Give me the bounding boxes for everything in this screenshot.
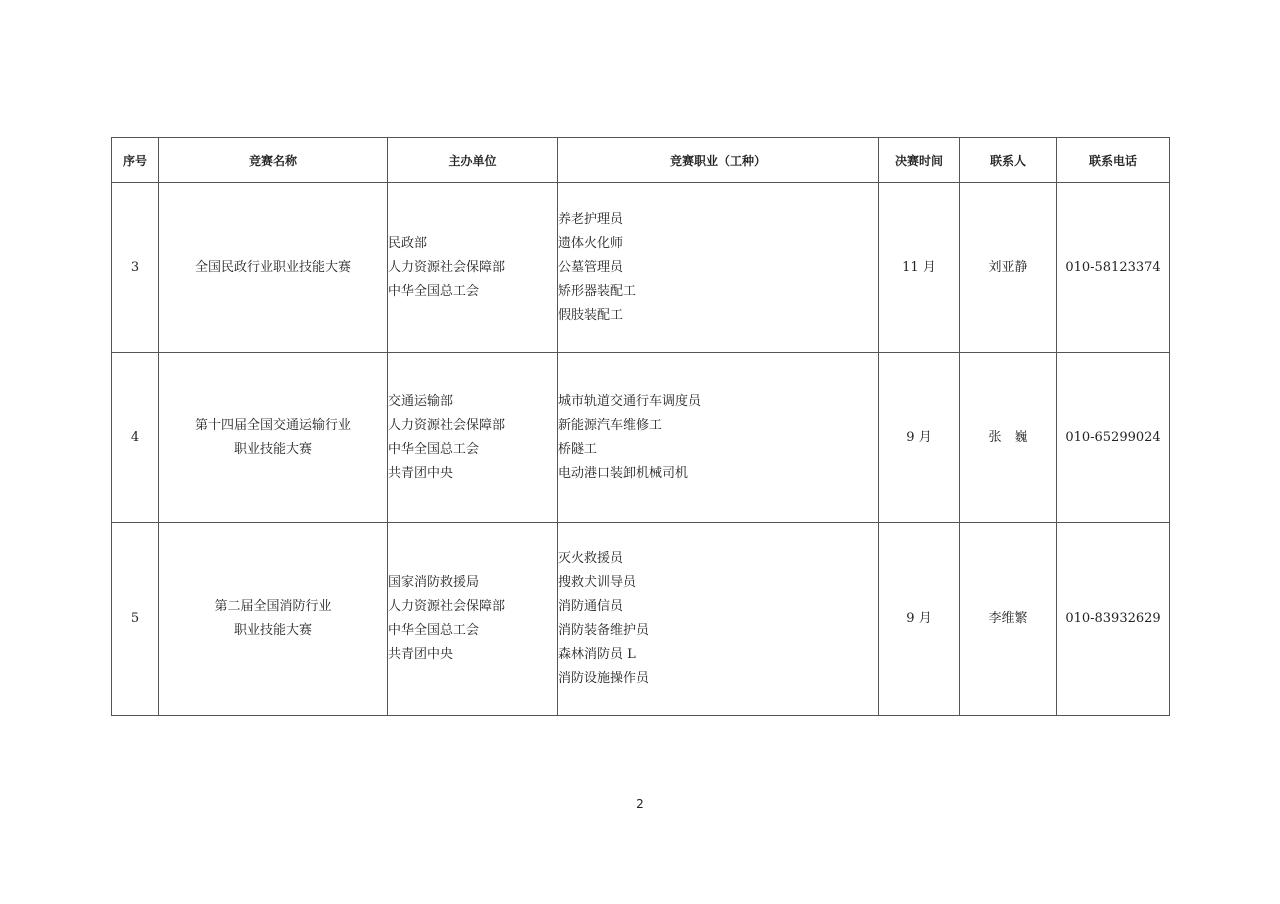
occupation-item: 矫形器装配工 (558, 283, 637, 299)
header-phone: 联系电话 (1057, 138, 1170, 183)
organizer-item: 中华全国总工会 (388, 441, 480, 457)
organizer-list (388, 523, 558, 716)
occupation-item: 消防通信员 (558, 599, 624, 614)
occupation-item: 灭火救援员 (558, 551, 624, 566)
competition-name-line: 第二届全国消防行业 (214, 599, 332, 614)
occupation-item: 新能源汽车维修工 (558, 417, 663, 433)
final-time: 11 月 (879, 183, 960, 353)
row-seq: 5 (112, 523, 159, 716)
contact-person: 刘亚静 (960, 183, 1057, 353)
occupation-list (558, 183, 879, 353)
occupation-item: 公墓管理员 (558, 259, 624, 275)
competition-name (159, 353, 388, 523)
occupation-item: 养老护理员 (558, 211, 624, 227)
header-occupation: 竞赛职业（工种） (558, 138, 879, 183)
competition-name-line: 职业技能大赛 (233, 441, 312, 457)
header-name: 竞赛名称 (159, 138, 388, 183)
occupation-item: 搜救犬训导员 (558, 575, 637, 590)
header-final-time: 决赛时间 (879, 138, 960, 183)
organizer-item: 中华全国总工会 (388, 283, 480, 299)
contact-person: 张 巍 (960, 353, 1057, 523)
organizer-item: 国家消防救援局 (388, 575, 480, 590)
contact-phone: 010-65299024 (1057, 353, 1170, 523)
competition-name (159, 183, 388, 353)
final-time: 9 月 (879, 353, 960, 523)
organizer-item: 人力资源社会保障部 (388, 259, 506, 275)
header-contact: 联系人 (960, 138, 1057, 183)
competition-table (111, 137, 1170, 716)
table-header-row (112, 138, 1170, 183)
organizer-item: 人力资源社会保障部 (388, 599, 506, 614)
table-row (112, 353, 1170, 523)
final-time: 9 月 (879, 523, 960, 716)
organizer-list (388, 183, 558, 353)
organizer-item: 交通运输部 (388, 393, 454, 409)
occupation-list (558, 353, 879, 523)
page-number: 2 (636, 797, 644, 811)
occupation-item: 电动港口装卸机械司机 (558, 465, 689, 481)
occupation-item: 森林消防员 L (558, 647, 636, 662)
row-seq: 4 (112, 353, 159, 523)
occupation-list (558, 523, 879, 716)
occupation-item: 遗体火化师 (558, 235, 624, 251)
competition-name-line: 第十四届全国交通运输行业 (194, 417, 351, 433)
contact-phone: 010-83932629 (1057, 523, 1170, 716)
occupation-item: 消防设施操作员 (558, 671, 650, 686)
competition-name-line: 全国民政行业职业技能大赛 (194, 259, 351, 275)
occupation-item: 城市轨道交通行车调度员 (558, 393, 702, 409)
competition-name (159, 523, 388, 716)
competition-name-line: 职业技能大赛 (233, 623, 312, 638)
organizer-item: 中华全国总工会 (388, 623, 480, 638)
table-row (112, 183, 1170, 353)
organizer-item: 共青团中央 (388, 647, 454, 662)
contact-phone: 010-58123374 (1057, 183, 1170, 353)
row-seq: 3 (112, 183, 159, 353)
occupation-item: 消防装备维护员 (558, 623, 650, 638)
contact-person: 李维繁 (960, 523, 1057, 716)
organizer-item: 共青团中央 (388, 465, 454, 481)
table-row (112, 523, 1170, 716)
organizer-item: 人力资源社会保障部 (388, 417, 506, 433)
organizer-item: 民政部 (388, 235, 428, 251)
organizer-list (388, 353, 558, 523)
header-organizer: 主办单位 (388, 138, 558, 183)
header-seq: 序号 (112, 138, 159, 183)
occupation-item: 假肢装配工 (558, 307, 624, 323)
occupation-item: 桥隧工 (558, 441, 598, 457)
